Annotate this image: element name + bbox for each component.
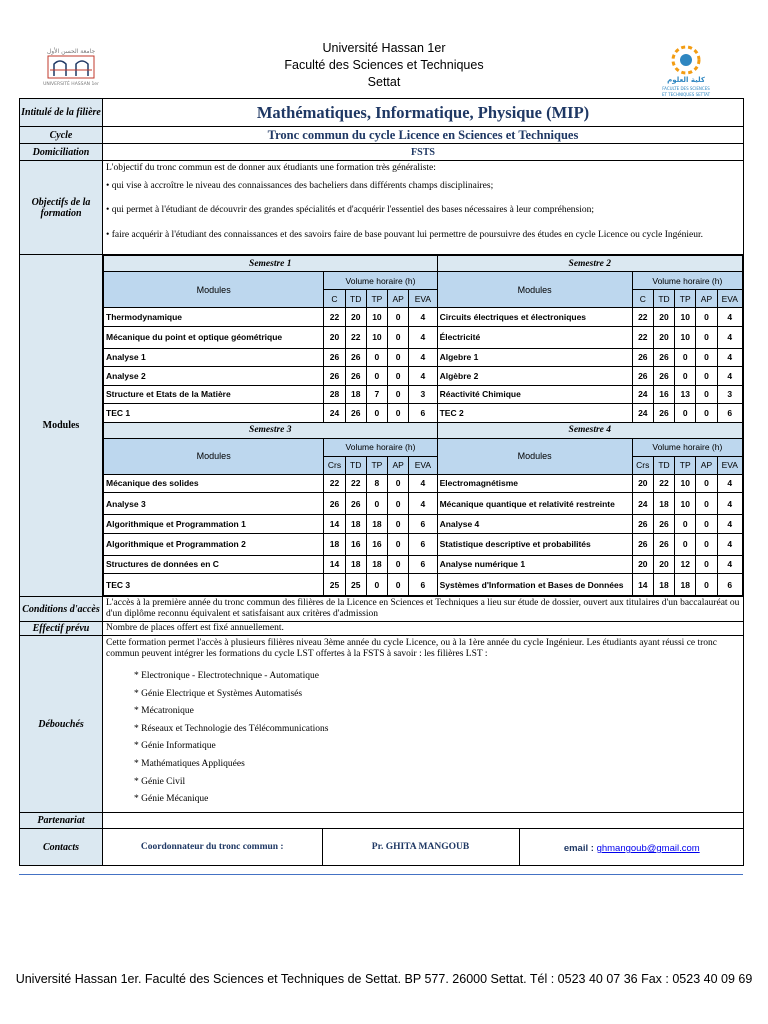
module-hours: 24 [632, 385, 653, 404]
coordinator-email [519, 829, 744, 865]
module-hours: 4 [409, 493, 437, 515]
module-hours: 0 [366, 404, 387, 423]
module-hours: 26 [324, 367, 345, 386]
module-hours: 4 [717, 533, 742, 555]
module-hours: 0 [696, 493, 717, 515]
module-hours: 22 [345, 326, 366, 348]
module-hours: 0 [696, 348, 717, 367]
hours-column-header: EVA [409, 290, 437, 308]
module-hours: 26 [653, 533, 674, 555]
module-hours: 6 [717, 404, 742, 423]
module-name: Electromagnétisme [437, 474, 632, 493]
module-hours: 18 [366, 555, 387, 574]
module-hours: 0 [366, 367, 387, 386]
module-hours: 26 [345, 367, 366, 386]
module-name: Circuits électriques et électroniques [437, 308, 632, 327]
module-row [104, 367, 743, 386]
volume-horaire-header: Volume horaire (h) [324, 272, 437, 290]
list-item: * Réseaux et Technologie des Télécommunications [134, 723, 329, 734]
module-hours: 0 [696, 555, 717, 574]
module-name: Analyse numérique 1 [437, 555, 632, 574]
module-hours: 6 [409, 515, 437, 534]
module-hours: 4 [717, 474, 742, 493]
modules-table [103, 255, 743, 596]
module-hours: 0 [675, 348, 696, 367]
module-hours: 0 [696, 574, 717, 596]
module-name: Systèmes d'Information et Bases de Données [437, 574, 632, 596]
hours-column-header: AP [696, 290, 717, 308]
email-label: email : [563, 843, 597, 854]
module-hours: 26 [345, 348, 366, 367]
hours-column-header: TP [366, 456, 387, 474]
hours-column-header: TD [345, 456, 366, 474]
module-hours: 18 [366, 515, 387, 534]
module-name: TEC 1 [104, 404, 324, 423]
module-hours: 14 [632, 574, 653, 596]
module-hours: 8 [366, 474, 387, 493]
module-hours: 0 [366, 574, 387, 596]
volume-horaire-header: Volume horaire (h) [324, 438, 437, 456]
module-hours: 25 [324, 574, 345, 596]
module-hours: 0 [675, 367, 696, 386]
module-hours: 6 [717, 574, 742, 596]
email-link[interactable]: ghmangoub@gmail.com [596, 843, 700, 854]
module-hours: 0 [675, 404, 696, 423]
module-hours: 16 [366, 533, 387, 555]
module-hours: 20 [632, 555, 653, 574]
module-hours: 6 [409, 555, 437, 574]
module-hours: 6 [409, 574, 437, 596]
module-hours: 12 [675, 555, 696, 574]
objectif-item: • qui permet à l'étudiant de découvrir des grandes spécialités et d'acquérir l'essentiel des bases nécessaires à leur compréhension; [106, 205, 595, 215]
faculty-name: Faculté des Sciences et Techniques [284, 58, 484, 72]
semester-title: Semestre 1 [104, 256, 438, 272]
label-cycle: Cycle [20, 127, 103, 144]
filieres-list [106, 668, 740, 809]
hours-column-header: EVA [717, 456, 742, 474]
hours-column-header: EVA [717, 290, 742, 308]
module-name: Statistique descriptive et probabilités [437, 533, 632, 555]
module-hours: 0 [388, 474, 409, 493]
modules-column-header: Modules [437, 438, 632, 474]
hours-column-header: Crs [632, 456, 653, 474]
contacts-table [103, 829, 744, 865]
conditions-text: L'accès à la première année du tronc commun des filières de la Licence en Sciences et Techniques a lieu sur étude de dossier, ouvert aux titulaires d'un baccalauréat ou d'un diplôme reconnu équivalent et satisfaisant aux critères d'admission [103, 597, 744, 622]
module-hours: 13 [675, 385, 696, 404]
module-name: Structure et Etats de la Matière [104, 385, 324, 404]
svg-text:ET TECHNIQUES SETTAT: ET TECHNIQUES SETTAT [661, 92, 711, 97]
semester-title: Semestre 3 [104, 422, 438, 438]
module-hours: 4 [717, 367, 742, 386]
module-hours: 22 [632, 308, 653, 327]
volume-horaire-header: Volume horaire (h) [632, 438, 742, 456]
hours-column-header: C [324, 290, 345, 308]
hours-column-header: EVA [409, 456, 437, 474]
module-hours: 0 [696, 308, 717, 327]
hours-column-header: TP [675, 290, 696, 308]
module-hours: 4 [409, 474, 437, 493]
module-hours: 0 [696, 515, 717, 534]
module-hours: 25 [345, 574, 366, 596]
module-hours: 16 [345, 533, 366, 555]
modules-column-header: Modules [437, 272, 632, 308]
module-name: Thermodynamique [104, 308, 324, 327]
module-hours: 24 [632, 493, 653, 515]
hours-column-header: C [632, 290, 653, 308]
module-hours: 26 [653, 348, 674, 367]
module-hours: 0 [388, 515, 409, 534]
hours-column-header: AP [388, 290, 409, 308]
debouches-text [103, 636, 744, 813]
module-hours: 10 [366, 326, 387, 348]
module-hours: 10 [366, 308, 387, 327]
hours-column-header: Crs [324, 456, 345, 474]
fsts-logo [650, 42, 722, 100]
module-hours: 22 [324, 474, 345, 493]
module-name: TEC 2 [437, 404, 632, 423]
module-hours: 0 [388, 326, 409, 348]
module-hours: 4 [717, 308, 742, 327]
module-hours: 0 [388, 308, 409, 327]
module-hours: 0 [696, 326, 717, 348]
coordinator-name: Pr. GHITA MANGOUB [322, 829, 519, 865]
module-hours: 18 [324, 533, 345, 555]
label-domiciliation: Domiciliation [20, 144, 103, 161]
footer-divider [19, 874, 743, 875]
module-name: Algèbre 2 [437, 367, 632, 386]
svg-text:FACULTE DES SCIENCES: FACULTE DES SCIENCES [662, 86, 710, 91]
module-hours: 26 [632, 515, 653, 534]
label-objectifs: Objectifs de la formation [20, 161, 103, 255]
objectif-item: • qui vise à accroître le niveau des connaissances des bacheliers dans différents champs disciplinaires; [106, 180, 494, 191]
module-hours: 22 [653, 474, 674, 493]
module-hours: 0 [388, 385, 409, 404]
list-item: * Electronique - Electrotechnique - Automatique [134, 671, 319, 681]
objectif-item: • faire acquérir à l'étudiant des connaissances et des savoirs faire de base pouvant lui permettre de poursuivre des études en cycle Licence ou cycle Ingénieur. [106, 229, 703, 240]
module-hours: 26 [632, 533, 653, 555]
module-row [104, 308, 743, 327]
module-hours: 0 [696, 404, 717, 423]
program-title: Mathématiques, Informatique, Physique (MIP) [103, 99, 744, 127]
effectif-text: Nombre de places offert est fixé annuellement. [103, 622, 744, 636]
city-name: Settat [367, 75, 401, 89]
module-hours: 18 [345, 515, 366, 534]
domiciliation-value: FSTS [103, 144, 744, 161]
list-item: * Génie Civil [134, 776, 186, 787]
module-hours: 4 [409, 367, 437, 386]
debouches-intro: Cette formation permet l'accès à plusieurs filières niveau 3ème année du cycle Licence, ou à la 1ère année du cycle Ingénieur. Les étudiants ayant réussi ce tronc commun peuvent intégrer les formations du cycle LST offertes à la FSTS à savoir : les filières LST : [106, 638, 718, 659]
module-name: Analyse 3 [104, 493, 324, 515]
module-hours: 3 [409, 385, 437, 404]
module-hours: 26 [324, 348, 345, 367]
module-hours: 10 [675, 308, 696, 327]
module-hours: 16 [653, 385, 674, 404]
volume-horaire-header: Volume horaire (h) [632, 272, 742, 290]
module-name: Électricité [437, 326, 632, 348]
label-partenariat: Partenariat [20, 813, 103, 829]
module-hours: 0 [388, 348, 409, 367]
module-hours: 20 [632, 474, 653, 493]
module-hours: 10 [675, 474, 696, 493]
module-hours: 18 [345, 555, 366, 574]
module-name: Analyse 2 [104, 367, 324, 386]
hours-column-header: TP [675, 456, 696, 474]
contacts-cell [103, 829, 744, 866]
module-hours: 4 [717, 515, 742, 534]
label-filiere: Intitulé de la filière [20, 99, 103, 127]
module-hours: 20 [653, 308, 674, 327]
objectifs-text [103, 161, 744, 255]
module-hours: 10 [675, 493, 696, 515]
module-hours: 22 [632, 326, 653, 348]
module-hours: 20 [653, 555, 674, 574]
svg-text:UNIVERSITÉ HASSAN 1er: UNIVERSITÉ HASSAN 1er [43, 82, 99, 87]
module-hours: 26 [653, 515, 674, 534]
university-name: Université Hassan 1er [322, 41, 446, 55]
module-name: Algorithmique et Programmation 1 [104, 515, 324, 534]
list-item: * Mathématiques Appliquées [134, 758, 245, 769]
cycle-value: Tronc commun du cycle Licence en Sciences et Techniques [103, 127, 744, 144]
module-hours: 6 [409, 533, 437, 555]
module-hours: 0 [696, 385, 717, 404]
module-hours: 0 [366, 493, 387, 515]
semester-title: Semestre 4 [437, 422, 742, 438]
module-name: Structures de données en C [104, 555, 324, 574]
coordinator-role: Coordonnateur du tronc commun : [103, 829, 322, 865]
module-hours: 22 [324, 308, 345, 327]
module-row [104, 515, 743, 534]
label-debouches: Débouchés [20, 636, 103, 813]
hours-column-header: TP [366, 290, 387, 308]
module-name: TEC 3 [104, 574, 324, 596]
footer-address: Université Hassan 1er. Faculté des Sciences et Techniques de Settat. BP 577. 26000 Settat. Tél : 0523 40 07 36 Fax : 0523 40 09 69 [15, 972, 753, 986]
label-conditions: Conditions d'accès [20, 597, 103, 622]
hours-column-header: AP [696, 456, 717, 474]
module-hours: 22 [345, 474, 366, 493]
module-hours: 18 [653, 574, 674, 596]
module-name: Analyse 4 [437, 515, 632, 534]
module-hours: 7 [366, 385, 387, 404]
module-hours: 4 [717, 493, 742, 515]
hours-column-header: TD [653, 456, 674, 474]
module-row [104, 574, 743, 596]
module-hours: 26 [632, 348, 653, 367]
module-hours: 28 [324, 385, 345, 404]
module-row [104, 555, 743, 574]
module-hours: 18 [345, 385, 366, 404]
partenariat-value [103, 813, 744, 829]
module-hours: 26 [324, 493, 345, 515]
module-hours: 20 [345, 308, 366, 327]
program-sheet [19, 98, 744, 866]
module-hours: 0 [675, 515, 696, 534]
module-hours: 4 [717, 555, 742, 574]
list-item: * Génie Mécanique [134, 794, 209, 805]
module-row [104, 474, 743, 493]
module-hours: 24 [324, 404, 345, 423]
module-row [104, 404, 743, 423]
module-name: Analyse 1 [104, 348, 324, 367]
module-row [104, 493, 743, 515]
semester-title: Semestre 2 [437, 256, 742, 272]
hours-column-header: AP [388, 456, 409, 474]
module-hours: 14 [324, 515, 345, 534]
module-name: Mécanique des solides [104, 474, 324, 493]
module-hours: 26 [653, 367, 674, 386]
module-hours: 0 [696, 367, 717, 386]
module-hours: 18 [653, 493, 674, 515]
module-row [104, 533, 743, 555]
module-hours: 0 [388, 555, 409, 574]
module-hours: 4 [409, 308, 437, 327]
hours-column-header: TD [653, 290, 674, 308]
module-hours: 0 [388, 533, 409, 555]
module-hours: 4 [717, 326, 742, 348]
module-name: Algebre 1 [437, 348, 632, 367]
module-hours: 26 [632, 367, 653, 386]
module-hours: 4 [717, 348, 742, 367]
module-hours: 0 [696, 474, 717, 493]
module-hours: 10 [675, 326, 696, 348]
module-hours: 4 [409, 348, 437, 367]
module-hours: 0 [696, 533, 717, 555]
module-hours: 26 [345, 404, 366, 423]
objectif-intro: L'objectif du tronc commun est de donner aux étudiants une formation très généraliste: [106, 163, 436, 173]
module-hours: 20 [324, 326, 345, 348]
module-name: Mécanique quantique et relativité restreinte [437, 493, 632, 515]
module-hours: 26 [653, 404, 674, 423]
hours-column-header: TD [345, 290, 366, 308]
module-hours: 0 [388, 493, 409, 515]
module-hours: 3 [717, 385, 742, 404]
module-row [104, 348, 743, 367]
module-hours: 20 [653, 326, 674, 348]
list-item: * Mécatronique [134, 706, 194, 717]
label-modules: Modules [20, 255, 103, 597]
label-effectif: Effectif prévu [20, 622, 103, 636]
module-name: Algorithmique et Programmation 2 [104, 533, 324, 555]
list-item: * Génie Electrique et Systèmes Automatisés [134, 688, 303, 699]
svg-text:كلية العلوم: كلية العلوم [667, 76, 705, 84]
module-hours: 0 [675, 533, 696, 555]
svg-text:جامعة الحسن الأول: جامعة الحسن الأول [46, 48, 96, 55]
modules-grid [103, 255, 744, 597]
module-hours: 14 [324, 555, 345, 574]
modules-column-header: Modules [104, 272, 324, 308]
module-hours: 0 [388, 367, 409, 386]
modules-column-header: Modules [104, 438, 324, 474]
module-name: Mécanique du point et optique géométrique [104, 326, 324, 348]
module-hours: 18 [675, 574, 696, 596]
module-name: Réactivité Chimique [437, 385, 632, 404]
module-hours: 0 [366, 348, 387, 367]
module-hours: 0 [388, 404, 409, 423]
module-hours: 26 [345, 493, 366, 515]
list-item: * Génie Informatique [134, 741, 216, 752]
label-contacts: Contacts [20, 829, 103, 866]
module-hours: 0 [388, 574, 409, 596]
module-hours: 24 [632, 404, 653, 423]
module-hours: 6 [409, 404, 437, 423]
module-hours: 4 [409, 326, 437, 348]
module-row [104, 326, 743, 348]
module-row [104, 385, 743, 404]
